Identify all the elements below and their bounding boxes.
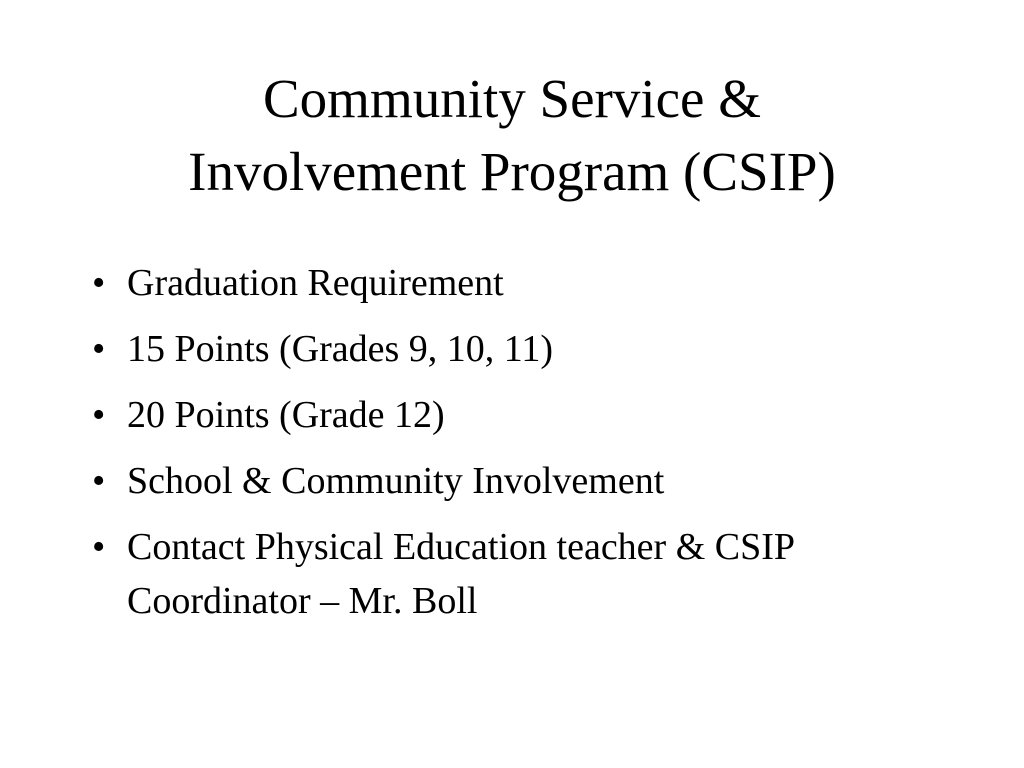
slide-title-line-2: Involvement Program (CSIP) (188, 141, 836, 202)
bullet-text (127, 322, 972, 376)
bullet-text (127, 520, 972, 628)
bullet-list (92, 256, 972, 640)
bullet-text-line: 15 Points (Grades 9, 10, 11) (127, 328, 554, 370)
bullet-marker: • (92, 526, 106, 568)
bullet-marker: • (92, 394, 106, 436)
slide-title (60, 62, 964, 208)
bullet-text-line: Coordinator – Mr. Boll (127, 580, 478, 622)
bullet-marker: • (92, 262, 106, 304)
bullet-text-line: Contact Physical Education teacher & CSIP (127, 526, 796, 568)
bullet-text-line: School & Community Involvement (127, 460, 665, 502)
bullet-item-school-community (92, 454, 972, 508)
bullet-text (127, 256, 972, 310)
bullet-item-graduation-requirement (92, 256, 972, 310)
bullet-marker: • (92, 460, 106, 502)
bullet-text-line: Graduation Requirement (127, 262, 504, 304)
bullet-item-contact (92, 520, 972, 628)
slide-title-line-1: Community Service & (262, 68, 761, 129)
bullet-marker: • (92, 328, 106, 370)
bullet-text (127, 454, 972, 508)
bullet-text (127, 388, 972, 442)
bullet-item-15-points (92, 322, 972, 376)
bullet-item-20-points (92, 388, 972, 442)
bullet-text-line: 20 Points (Grade 12) (127, 394, 445, 436)
